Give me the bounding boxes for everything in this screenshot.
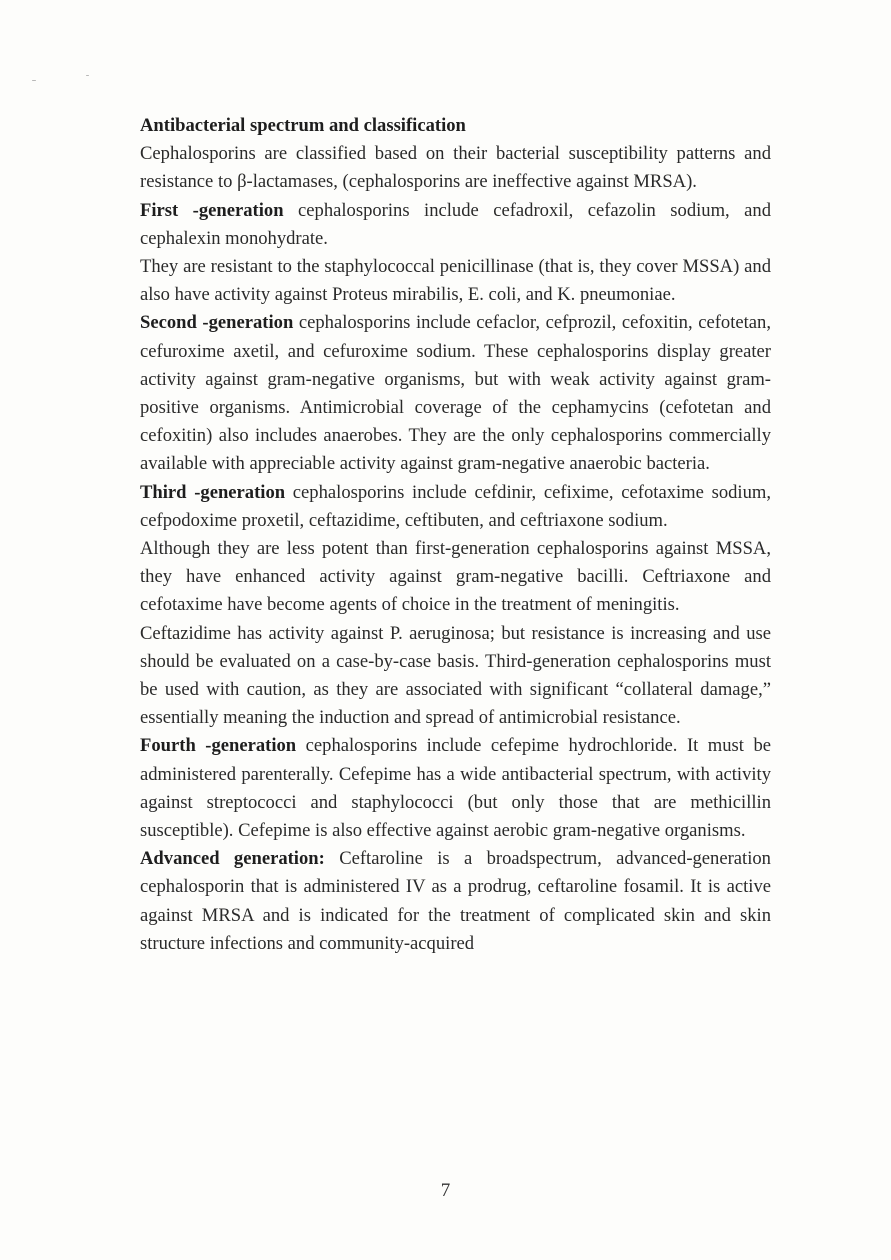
scan-speck <box>32 80 36 81</box>
paragraph-text: cephalosporins include cefaclor, cefprozil, cefoxitin, cefotetan, cefuroxime axetil, and cefuroxime sodium. These cephalosporins display greater activity against gram-negative organisms, but with weak activity against gram-positive organisms. Antimicrobial coverage of the cephamycins (cefotetan and cefoxitin) also includes anaerobes. They are the only cephalosporins commercially available with appreciable activity against gram-negative anaerobic bacteria. <box>140 312 771 475</box>
paragraph-lead: Advanced generation: <box>140 848 325 870</box>
section-heading: Antibacterial spectrum and classification <box>140 115 466 136</box>
paragraph <box>140 535 771 620</box>
paragraph-lead: Second -generation <box>140 312 294 334</box>
paragraph <box>140 845 771 958</box>
paragraph-lead: Fourth -generation <box>140 735 297 757</box>
paragraph-text: Cephalosporins are classified based on their bacterial susceptibility patterns and resistance to β-lactamases, (cephalosporins are ineffective against MRSA). <box>140 143 771 193</box>
paragraph-text: cephalosporins include cefadroxil, cefazolin sodium, and cephalexin monohydrate. <box>140 199 772 249</box>
paragraph-lead: Third -generation <box>140 481 286 503</box>
paragraph-text: cephalosporins include cefdinir, cefixime, cefotaxime sodium, cefpodoxime proxetil, ceftazidime, ceftibuten, and ceftriaxone sodium. <box>140 481 771 531</box>
paragraph <box>140 620 771 733</box>
document-body <box>140 112 771 958</box>
scan-speck <box>86 75 89 76</box>
page-number: 7 <box>440 1180 451 1201</box>
paragraph-text: Although they are less potent than first-generation cephalosporins against MSSA, they have enhanced activity against gram-negative bacilli. Ceftriaxone and cefotaxime have become agents of choice in the treatment of meningitis. <box>140 538 771 616</box>
paragraph <box>140 140 771 196</box>
paragraph <box>140 732 771 845</box>
paragraph <box>140 309 771 478</box>
paragraph-lead: First -generation <box>140 199 284 221</box>
paragraph-text: They are resistant to the staphylococcal penicillinase (that is, they cover MSSA) and also have activity against Proteus mirabilis, E. coli, and K. pneumoniae. <box>140 256 771 306</box>
paragraph-text: Ceftaroline is a broadspectrum, advanced-generation cephalosporin that is administered IV as a prodrug, ceftaroline fosamil. It is active against MRSA and is indicated for the treatment of complicated skin and skin structure infections and community-acquired <box>140 848 771 954</box>
paragraph <box>140 479 771 535</box>
paragraph-text: Ceftazidime has activity against P. aeruginosa; but resistance is increasing and use should be evaluated on a case-by-case basis. Third-generation cephalosporins must be used with caution, as they are associated with significant “collateral damage,” essentially meaning the induction and spread of antimicrobial resistance. <box>140 622 771 729</box>
paragraph <box>140 253 771 309</box>
paragraph <box>140 197 771 253</box>
paragraph-text: cephalosporins include cefepime hydrochloride. It must be administered parenterally. Cefepime has a wide antibacterial spectrum, with activity against streptococci and staphylococci (but only those that are methicillin susceptible). Cefepime is also effective against aerobic gram-negative organisms. <box>140 735 771 842</box>
